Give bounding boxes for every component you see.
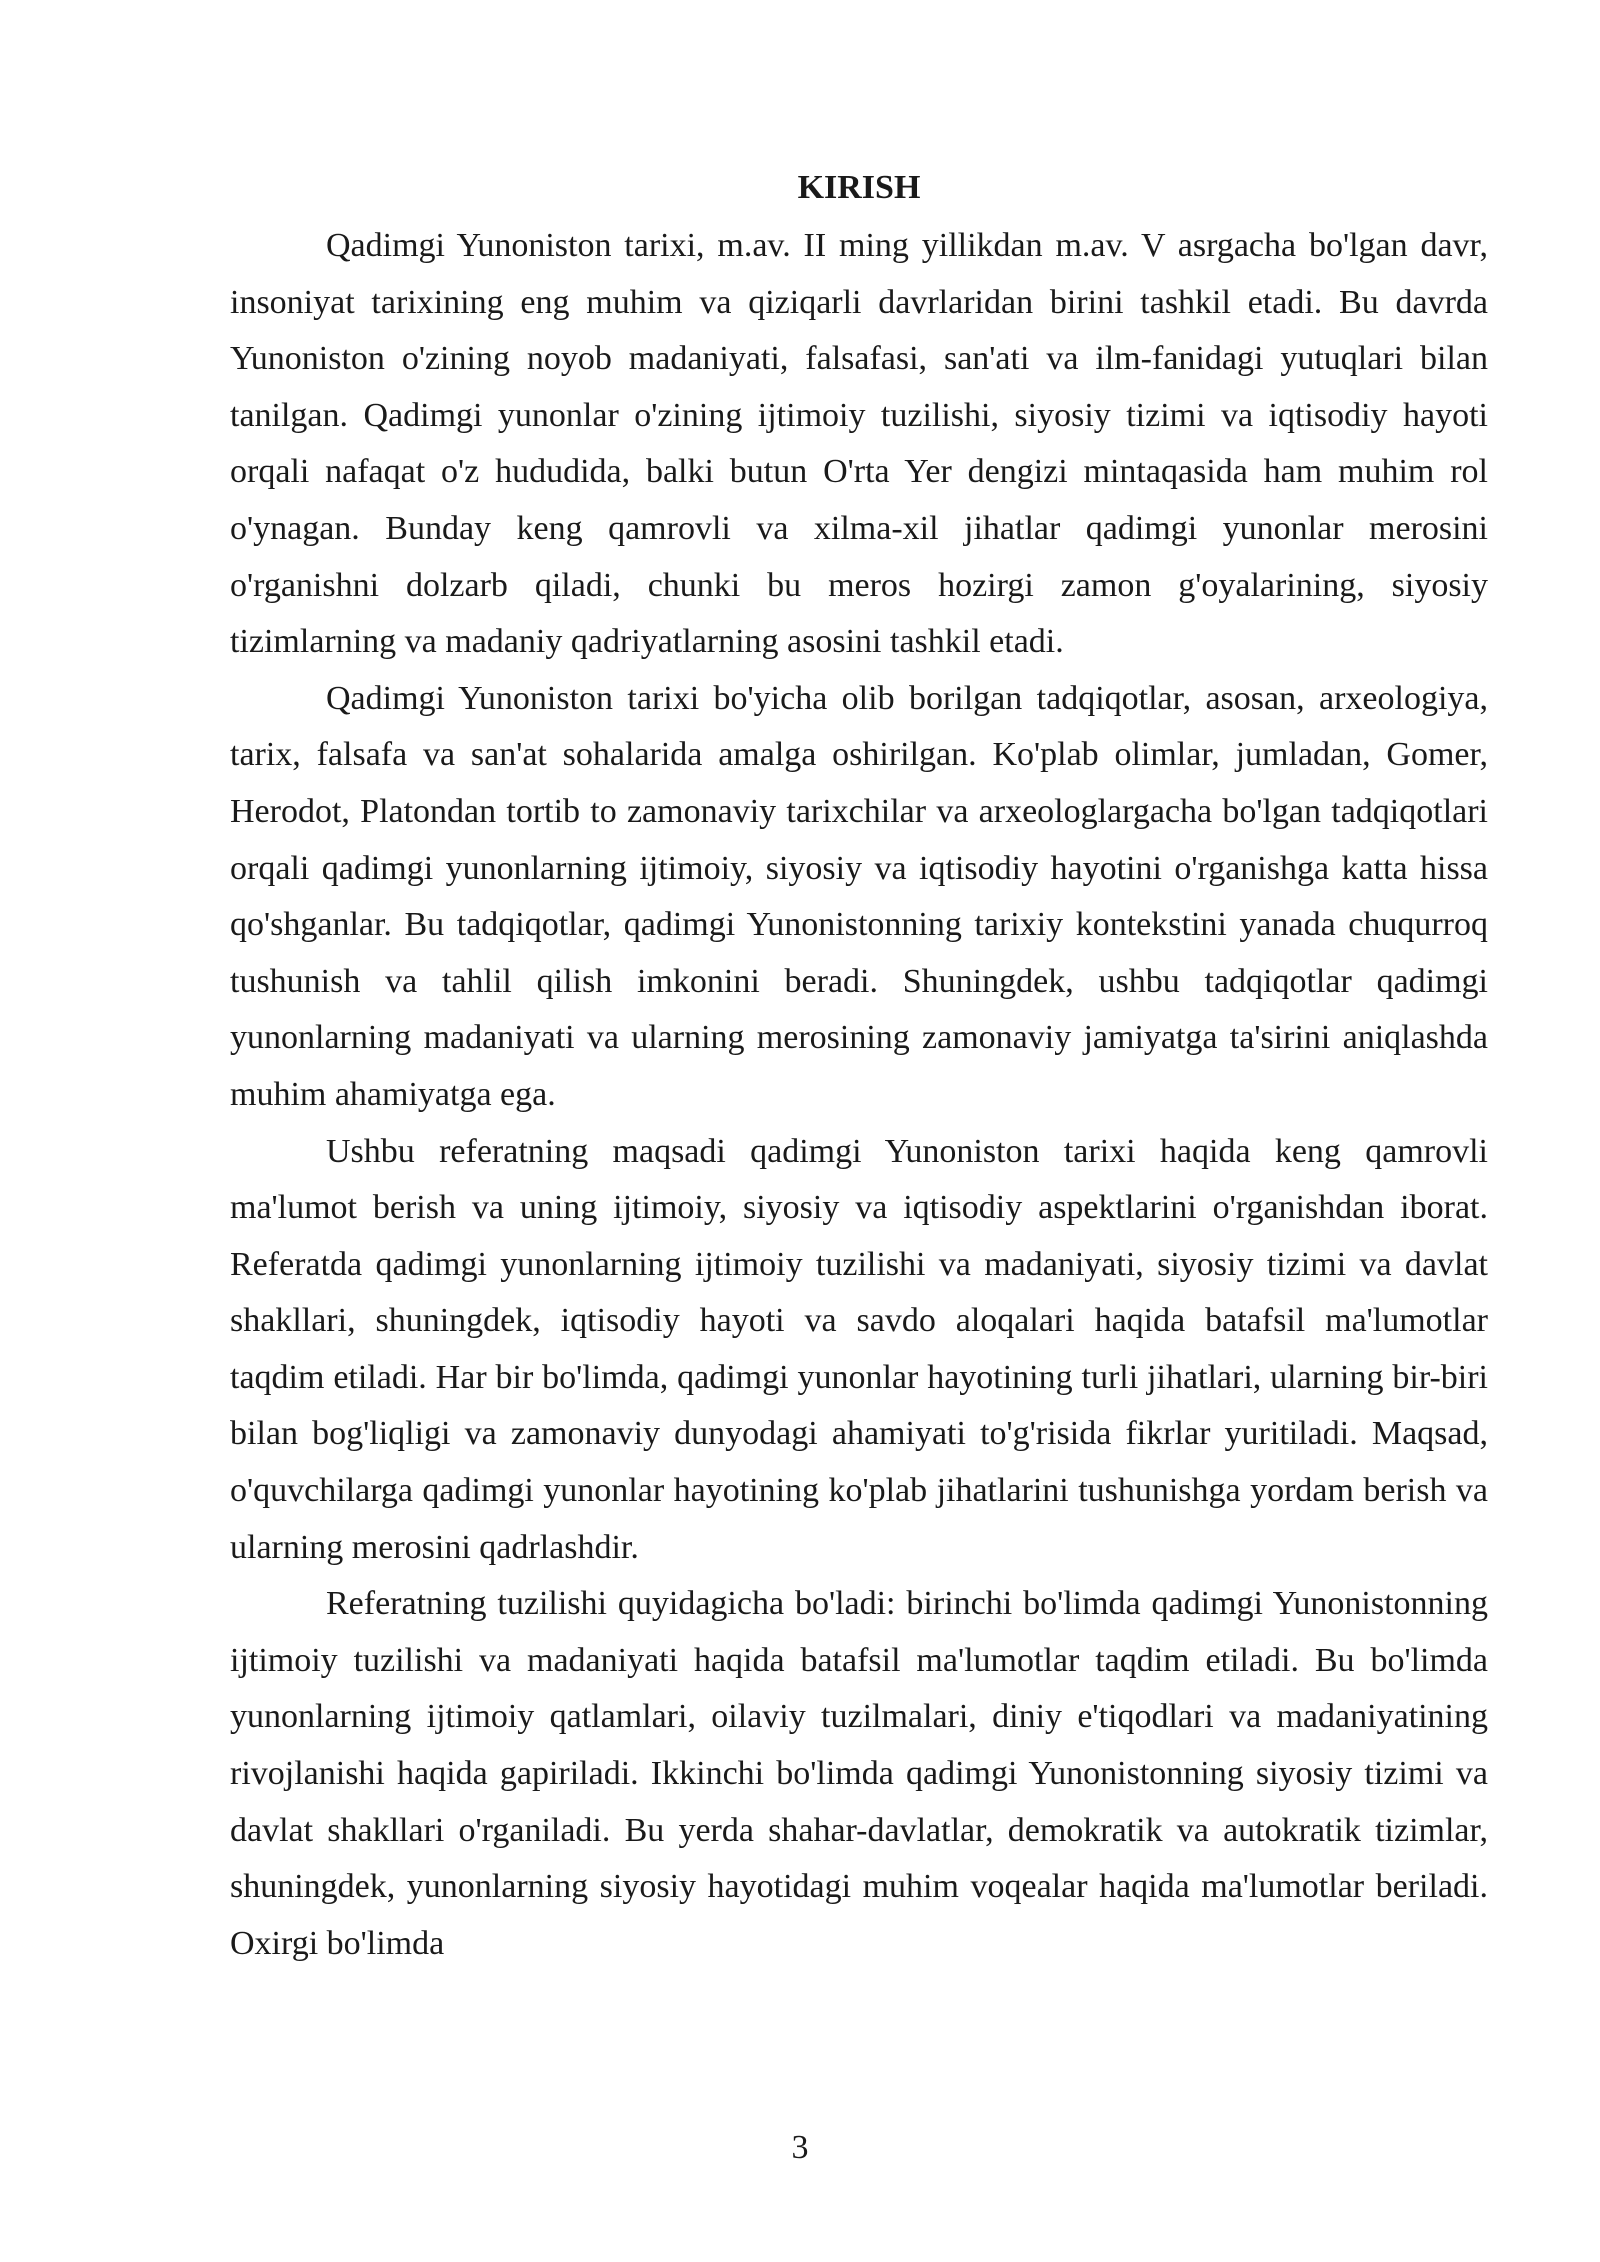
paragraph-4: Referatning tuzilishi quyidagicha bo'ladi: birinchi bo'limda qadimgi Yunonistonning ijtimoiy tuzilishi va madaniyati haqida batafsil ma'lumotlar taqdim etiladi. Bu bo'limda yunonlarning ijtimoiy qatlamlari, oilaviy tuzilmalari, diniy e'tiqodlari va madaniyatining rivojlanishi haqida gapiriladi. Ikkinchi bo'limda qadimgi Yunonistonning siyosiy tizimi va davlat shakllari o'rganiladi. Bu yerda shahar-davlatlar, demokratik va autokratik tizimlar, shuningdek, yunonlarning siyosiy hayotidagi muhim voqealar haqida ma'lumotlar beriladi. Oxirgi bo'limda [230, 1585, 1488, 1962]
page-number: 3 [791, 2129, 809, 2166]
section-heading: KIRISH [797, 169, 921, 206]
paragraph-3: Ushbu referatning maqsadi qadimgi Yunoniston tarixi haqida keng qamrovli ma'lumot berish va uning ijtimoiy, siyosiy va iqtisodiy aspektlarini o'rganishdan iborat. Referatda qadimgi yunonlarning ijtimoiy tuzilishi va madaniyati, siyosiy tizimi va davlat shakllari, shuningdek, iqtisodiy hayoti va savdo aloqalari haqida batafsil ma'lumotlar taqdim etiladi. Har bir bo'limda, qadimgi yunonlar hayotining turli jihatlari, ularning bir-biri bilan bog'liqligi va zamonaviy dunyodagi ahamiyati to'g'risida fikrlar yuritiladi. Maqsad, o'quvchilarga qadimgi yunonlar hayotining ko'plab jihatlarini tushunishga yordam berish va ularning merosini qadrlashdir. [230, 1132, 1488, 1566]
paragraph-1: Qadimgi Yunoniston tarixi, m.av. II ming yillikdan m.av. V asrgacha bo'lgan davr, insoniyat tarixining eng muhim va qiziqarli davrlaridan birini tashkil etadi. Bu davrda Yunoniston o'zining noyob madaniyati, falsafasi, san'ati va ilm-fanidagi yutuqlari bilan tanilgan. Qadimgi yunonlar o'zining ijtimoiy tuzilishi, siyosiy tizimi va iqtisodiy hayoti orqali nafaqat o'z hududida, balki butun O'rta Yer dengizi mintaqasida ham muhim rol o'ynagan. Bunday keng qamrovli va xilma-xil jihatlar qadimgi yunonlar merosini o'rganishni dolzarb qiladi, chunki bu meros hozirgi zamon g'oyalarining, siyosiy tizimlarning va madaniy qadriyatlarning asosini tashkil etadi. [230, 227, 1488, 661]
page-content [230, 160, 1488, 1972]
paragraph-2: Qadimgi Yunoniston tarixi bo'yicha olib borilgan tadqiqotlar, asosan, arxeologiya, tarix, falsafa va san'at sohalarida amalga oshirilgan. Ko'plab olimlar, jumladan, Gomer, Herodot, Platondan tortib to zamonaviy tarixchilar va arxeologlargacha bo'lgan tadqiqotlari orqali qadimgi yunonlarning ijtimoiy, siyosiy va iqtisodiy hayotini o'rganishga katta hissa qo'shganlar. Bu tadqiqotlar, qadimgi Yunonistonning tarixiy kontekstini yanada chuqurroq tushunish va tahlil qilish imkonini beradi. Shuningdek, ushbu tadqiqotlar qadimgi yunonlarning madaniyati va ularning merosining zamonaviy jamiyatga ta'sirini aniqlashda muhim ahamiyatga ega. [230, 679, 1488, 1113]
